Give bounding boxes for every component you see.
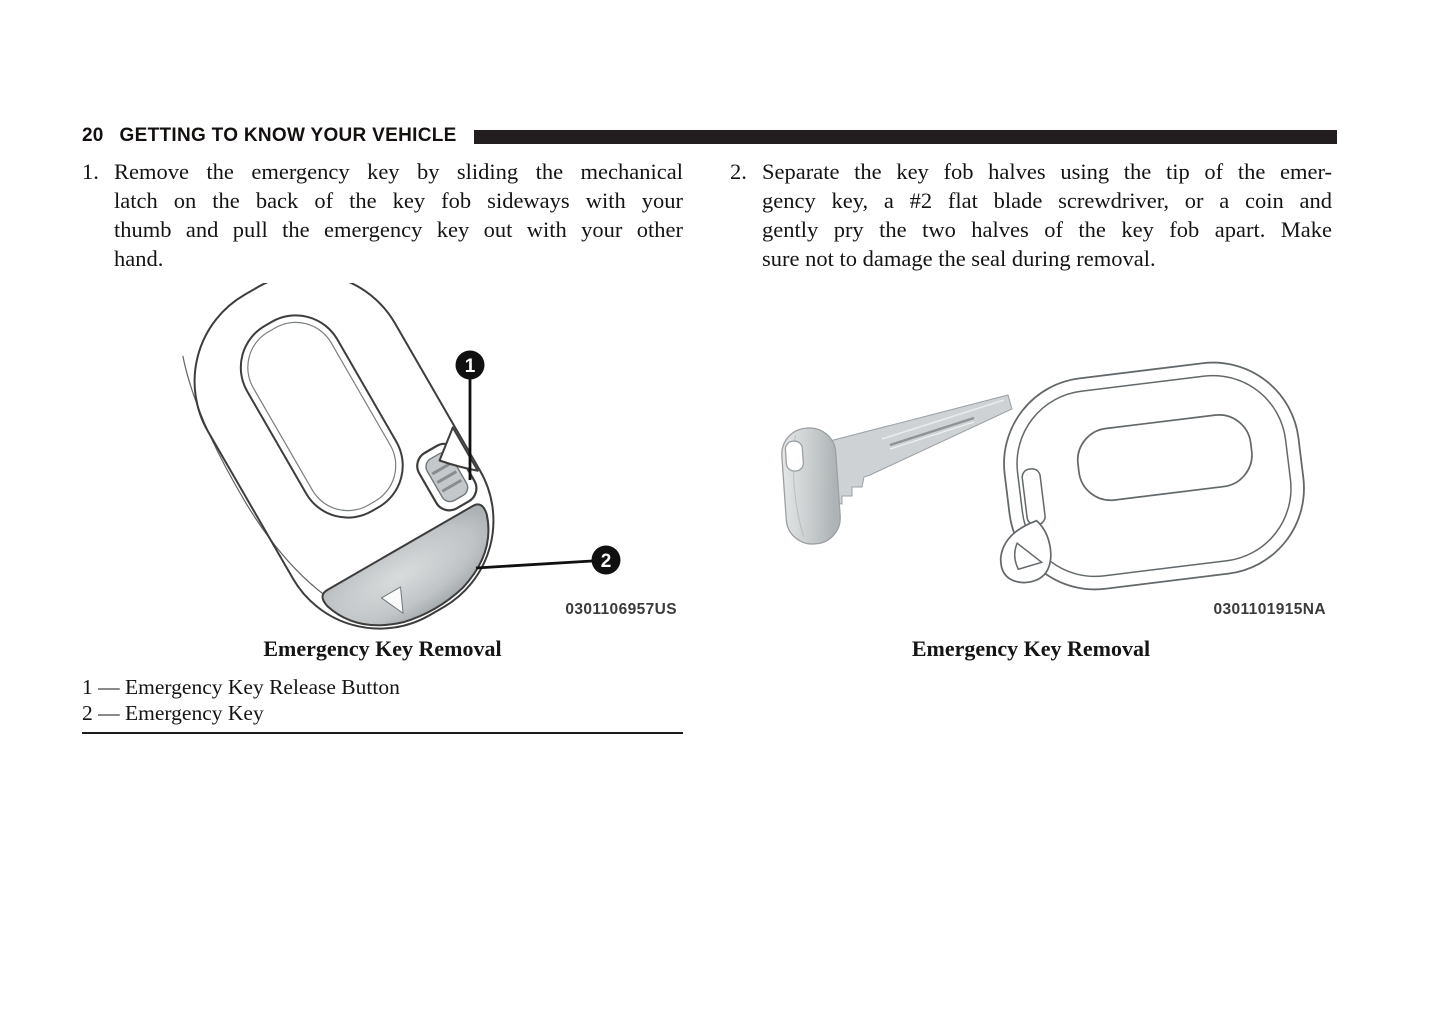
- step-text-line: thumb and pull the emergency key out with your other: [114, 217, 683, 242]
- left-column: [82, 157, 683, 734]
- step-text-line: Separate the key fob halves using the tip of the emer-: [762, 159, 1332, 184]
- figure-key-separated: [730, 283, 1332, 635]
- section-title: GETTING TO KNOW YOUR VEHICLE: [119, 125, 457, 146]
- figure-caption: Emergency Key Removal: [911, 636, 1151, 661]
- page-number: 20: [82, 125, 104, 146]
- step-number: 1.: [82, 159, 99, 184]
- figure-key-fob-back: [82, 283, 683, 635]
- step-text-line: hand.: [114, 246, 164, 271]
- step-text: [762, 157, 1332, 273]
- step-text-line: sure not to damage the seal during removal.: [762, 246, 1156, 271]
- figure-caption: Emergency Key Removal: [263, 636, 502, 661]
- legend-item: 2 — Emergency Key: [82, 700, 264, 725]
- legend-item: 1 — Emergency Key Release Button: [82, 675, 400, 699]
- callout-1-number: 1: [464, 356, 476, 377]
- figure-legend: [82, 675, 683, 734]
- key-fob-outline: [980, 353, 1314, 601]
- right-column: [730, 157, 1332, 661]
- emergency-key-illustration: [730, 283, 1332, 635]
- legend-divider: [82, 732, 683, 734]
- key-fob-illustration: [82, 283, 683, 635]
- emergency-key-blade: [820, 395, 1012, 504]
- step-text-line: gency key, a #2 flat blade screwdriver, or a coin and: [762, 188, 1332, 213]
- callout-2-line: [476, 561, 592, 568]
- step-text-line: Remove the emergency key by sliding the mechanical: [114, 159, 683, 184]
- key-ring-hole: [785, 441, 804, 472]
- header-bar: [474, 130, 1337, 144]
- instruction-step-2: [730, 157, 1332, 273]
- figure-code: 0301106957US: [565, 601, 677, 618]
- step-text: [114, 157, 683, 273]
- page-header: [82, 125, 1337, 147]
- figure-code: 0301101915NA: [1213, 601, 1326, 618]
- step-text-line: latch on the back of the key fob sideways with your: [114, 188, 683, 213]
- instruction-step-1: [82, 157, 683, 273]
- emergency-key-head: [780, 426, 842, 545]
- callout-2-number: 2: [600, 551, 612, 572]
- step-text-line: gently pry the two halves of the key fob apart. Make: [762, 217, 1332, 242]
- step-number: 2.: [730, 159, 747, 184]
